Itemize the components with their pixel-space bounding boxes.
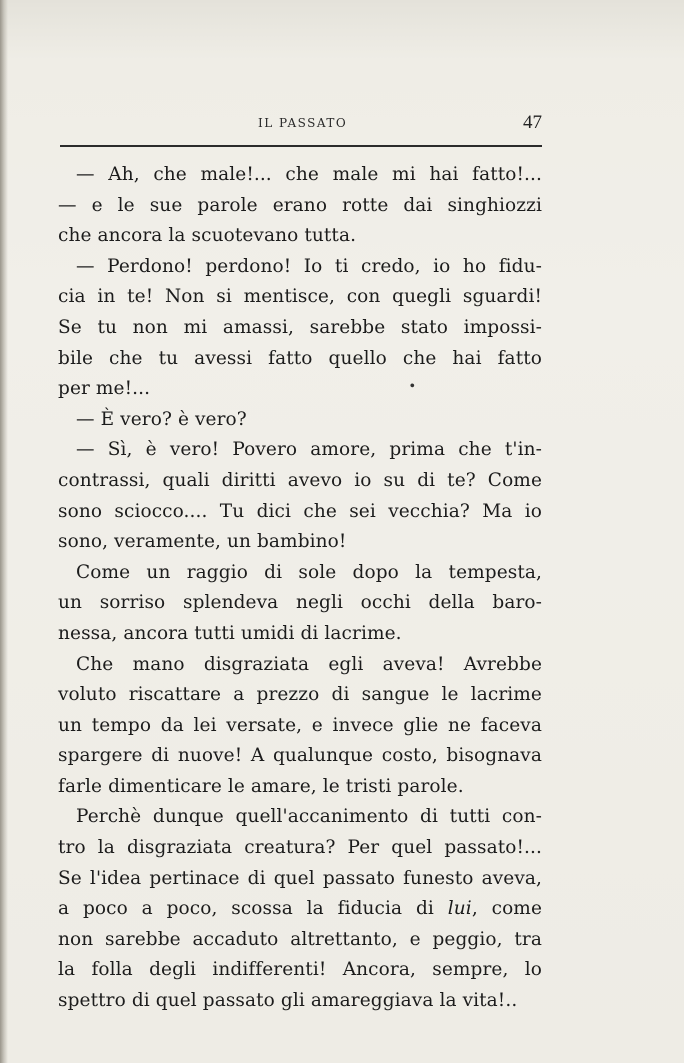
text-line: Se tu non mi amassi, sarebbe stato impossi-	[58, 316, 542, 338]
text-line: sono sciocco.... Tu dici che sei vecchia? Ma io	[58, 500, 542, 522]
text-line: — Ah, che male!... che male mi hai fatto!...	[76, 164, 542, 185]
text-line: spargere di nuove! A qualunque costo, bisognava	[58, 745, 542, 767]
page-number: 47	[523, 112, 542, 133]
text-line: che ancora la scuotevano tutta.	[58, 225, 357, 247]
text-line: a poco a poco, scossa la fiducia di lui, come	[58, 898, 542, 920]
body-text	[58, 160, 542, 1017]
text-line: un tempo da lei versate, e invece glie ne faceva	[58, 714, 542, 736]
text-line: voluto riscattare a prezzo di sangue le lacrime	[58, 684, 542, 706]
text-line: non sarebbe accaduto altrettanto, e peggio, tra	[58, 928, 542, 950]
text-line: nessa, ancora tutti umidi di lacrime.	[58, 622, 402, 644]
ink-speck: •	[404, 378, 419, 395]
text-line: farle dimenticare le amare, le tristi parole.	[58, 775, 464, 797]
text-line: sono, veramente, un bambino!	[58, 531, 347, 553]
text-line: un sorriso splendeva negli occhi della baro-	[58, 592, 542, 614]
header-rule	[60, 145, 542, 147]
running-title: IL PASSATO	[258, 116, 348, 130]
text-line: tro la disgraziata creatura? Per quel passato!...	[58, 837, 542, 859]
text-line: per me!...	[58, 378, 151, 400]
text-line: la folla degli indifferenti! Ancora, sempre, lo	[58, 959, 542, 981]
page-binding-edge	[0, 0, 8, 1063]
text-line: contrassi, quali diritti avevo io su di te? Come	[58, 469, 542, 491]
text-line: bile che tu avessi fatto quello che hai fatto	[58, 347, 542, 369]
text-line: Come un raggio di sole dopo la tempesta,	[76, 561, 542, 583]
text-line: — e le sue parole erano rotte dai singhiozzi	[58, 194, 542, 216]
text-line: cia in te! Non si mentisce, con quegli sguardi!	[58, 286, 542, 308]
running-header	[58, 112, 542, 136]
text-line: — Perdono! perdono! Io ti credo, io ho fidu-	[76, 255, 542, 277]
italic-word: lui	[447, 898, 472, 920]
text-line: Se l'idea pertinace di quel passato funesto aveva,	[58, 867, 542, 889]
text-line: Perchè dunque quell'accanimento di tutti con-	[76, 806, 542, 828]
text-line: spettro di quel passato gli amareggiava la vita!..	[58, 990, 518, 1012]
text-line: Che mano disgraziata egli aveva! Avrebbe	[76, 653, 542, 675]
text-line: — Sì, è vero! Povero amore, prima che t'in-	[76, 439, 542, 461]
text-line: — È vero? è vero?	[76, 408, 247, 430]
